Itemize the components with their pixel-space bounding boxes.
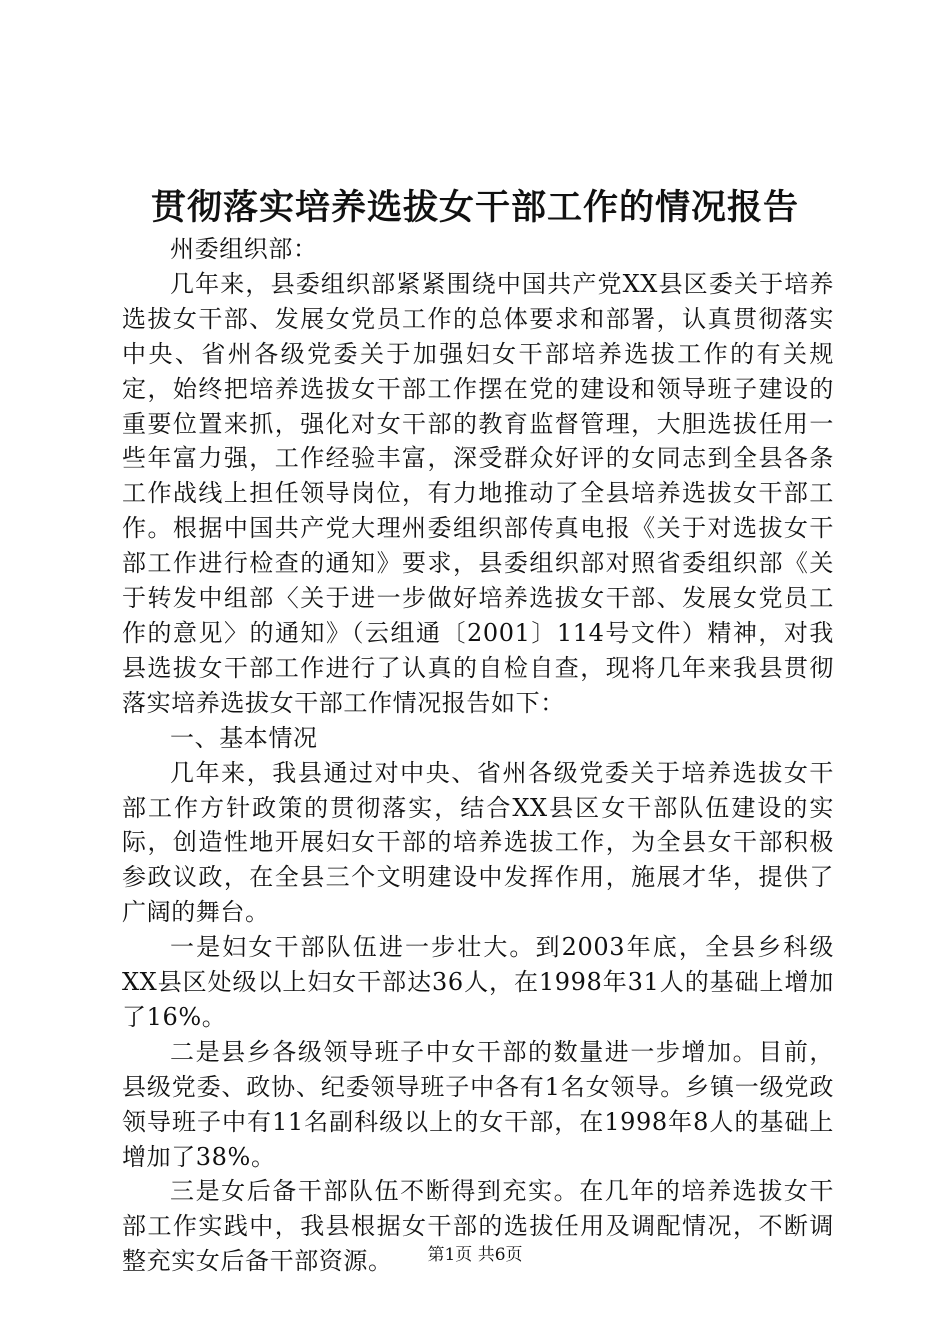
salutation: 州委组织部： [170, 235, 318, 263]
paragraph-point-two: 二是县乡各级领导班子中女干部的数量进一步增加。目前，县级党委、政协、纪委领导班子中各有1名女领导。乡镇一级党政领导班子中有11名副科级以上的女干部，在1998年8人的基础上增加了38%。 [122, 1037, 834, 1171]
page-indicator: 第1页 共6页 [427, 1245, 523, 1265]
paragraph-point-three: 三是女后备干部队伍不断得到充实。在几年的培养选拔女干部工作实践中，我县根据女干部的选拔任用及调配情况，不断调整充实女后备干部资源。 [122, 1177, 834, 1276]
paragraph-overview: 几年来，我县通过对中央、省州各级党委关于培养选拔女干部工作方针政策的贯彻落实，结合XX县区女干部队伍建设的实际，创造性地开展妇女干部的培养选拔工作，为全县女干部积极参政议政，在全县三个文明建设中发挥作用，施展才华，提供了广阔的舞台。 [122, 758, 834, 927]
paragraph-point-one: 一是妇女干部队伍进一步壮大。到2003年底，全县乡科级XX县区处级以上妇女干部达36人，在1998年31人的基础上增加了16%。 [122, 933, 834, 1031]
paragraph-intro: 几年来，县委组织部紧紧围绕中国共产党XX县区委关于培养选拔女干部、发展女党员工作的总体要求和部署，认真贯彻落实中央、省州各级党委关于加强妇女干部培养选拔工作的有关规定，始终把培养选拔女干部工作摆在党的建设和领导班子建设的重要位置来抓，强化对女干部的教育监督管理，大胆选拔任用一些年富力强，工作经验丰富，深受群众好评的女同志到全县各条工作战线上担任领导岗位，有力地推动了全县培养选拔女干部工作。根据中国共产党大理州委组织部传真电报《关于对选拔女干部工作进行检查的通知》要求，县委组织部对照省委组织部《关于转发中组部〈关于进一步做好培养选拔女干部、发展女党员工作的意见〉的通知》（云组通〔2001〕114号文件）精神，对我县选拔女干部工作进行了认真的自检自查，现将几年来我县贯彻落实培养选拔女干部工作情况报告如下： [122, 269, 834, 717]
document-title: 贯彻落实培养选拔女干部工作的情况报告 [150, 187, 799, 228]
document-body [122, 232, 834, 1279]
section-heading-basic-situation: 一、基本情况 [170, 723, 318, 752]
